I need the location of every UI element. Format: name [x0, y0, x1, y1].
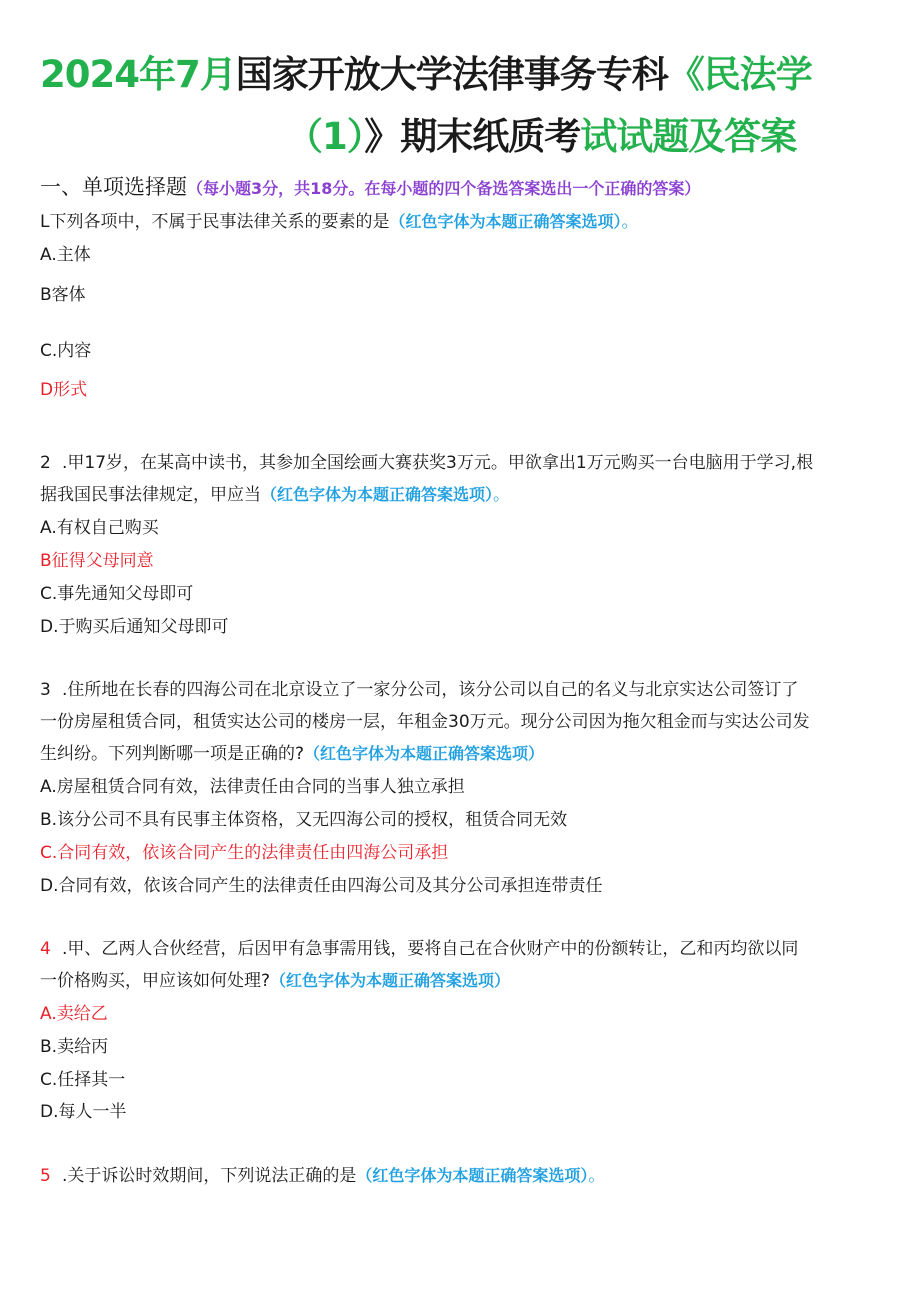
- question-3-text-2: 一份房屋租赁合同，租赁实达公司的楼房一层，年租金30万元。现分公司因为拖欠租金而与实达公司发: [40, 712, 810, 732]
- question-5-text-1: .关于诉讼时效期间，下列说法正确的是: [62, 1166, 357, 1186]
- question-4-text-2: 一价格购买，甲应该如何处理?: [40, 971, 271, 991]
- question-4-option-b: B.卖给丙: [40, 1037, 109, 1057]
- question-3-number: 3: [40, 680, 51, 700]
- question-5-line-1: [40, 1163, 605, 1189]
- question-1-option-a: A.主体: [40, 245, 91, 265]
- question-2-option-a: A.有权自己购买: [40, 518, 159, 538]
- question-1-option-c: C.内容: [40, 341, 92, 361]
- question-3-text-1: .住所地在长春的四海公司在北京设立了一家分公司，该分公司以自己的名义与北京实达公司签订了: [62, 680, 799, 700]
- question-4-option-d: D.每人一半: [40, 1102, 127, 1122]
- section-note: （每小题3分，共18分。在每小题的四个备选答案选出一个正确的答案）: [187, 179, 701, 198]
- question-1-option-d: D形式: [40, 380, 88, 400]
- question-4-hint: （红色字体为本题正确答案选项）: [270, 971, 511, 990]
- question-2-option-c: C.事先通知父母即可: [40, 584, 194, 604]
- title-part-b: 》期末纸质考: [364, 115, 581, 158]
- question-1-number: L: [40, 212, 50, 232]
- question-3-line-1: [40, 677, 798, 703]
- question-1-tail: 。: [621, 212, 639, 232]
- question-2-text-2: 据我国民事法律规定，甲应当: [40, 485, 261, 505]
- question-3-option-a: A.房屋租赁合同有效，法律责任由合同的当事人独立承担: [40, 777, 465, 797]
- question-2-option-b: B征得父母同意: [40, 551, 154, 571]
- question-3-text-3: 生纠纷。下列判断哪一项是正确的?: [40, 744, 305, 764]
- section-heading: [40, 172, 700, 204]
- question-2-line-2: [40, 482, 510, 508]
- title-year: 2024年7月: [40, 53, 236, 96]
- question-3-option-b: B.该分公司不具有民事主体资格，又无四海公司的授权，租赁合同无效: [40, 810, 568, 830]
- question-3-hint: （红色字体为本题正确答案选项）: [304, 744, 545, 763]
- question-5-hint: （红色字体为本题正确答案选项）: [356, 1166, 589, 1185]
- section-heading-text: 一、单项选择题: [40, 175, 187, 199]
- question-5-number: 5: [40, 1166, 51, 1186]
- question-2-option-d: D.于购买后通知父母即可: [40, 617, 229, 637]
- question-4-number: 4: [40, 939, 51, 959]
- question-3-line-3: [40, 741, 544, 767]
- question-4-option-a: A.卖给乙: [40, 1004, 108, 1024]
- question-1-option-b: B客体: [40, 285, 86, 305]
- question-2-text-1: .甲17岁，在某高中读书，其参加全国绘画大赛获奖3万元。甲欲拿出1万元购买一台电脑用于学习,根: [62, 453, 814, 473]
- question-2-hint: （红色字体为本题正确答案选项）: [261, 485, 494, 504]
- document-title-line1: [40, 52, 812, 98]
- question-4-option-c: C.任择其一: [40, 1070, 126, 1090]
- question-2-number: 2: [40, 453, 51, 473]
- question-1-text: 下列各项中，不属于民事法律关系的要素的是: [49, 212, 390, 232]
- document-title-line2: [286, 114, 796, 160]
- title-part-a: （1）: [286, 115, 365, 158]
- question-1-hint: （红色字体为本题正确答案选项）: [389, 212, 622, 231]
- question-1-line-1: [40, 209, 639, 235]
- question-4-line-2: [40, 968, 510, 994]
- question-3-option-d: D.合同有效，依该合同产生的法律责任由四海公司及其分公司承担连带责任: [40, 876, 603, 896]
- question-2-tail: 。: [493, 485, 511, 505]
- title-end: 《民法学: [667, 53, 812, 96]
- question-2-line-1: [40, 450, 813, 476]
- question-4-line-1: [40, 936, 798, 962]
- question-3-option-c: C.合同有效，依该合同产生的法律责任由四海公司承担: [40, 843, 449, 863]
- title-part-c: 试试题及答案: [580, 115, 797, 158]
- question-5-tail: 。: [588, 1166, 606, 1186]
- question-4-text-1: .甲、乙两人合伙经营，后因甲有急事需用钱，要将自己在合伙财产中的份额转让，乙和丙均欲以同: [62, 939, 799, 959]
- title-middle: 国家开放大学法律事务专科: [235, 53, 668, 96]
- question-3-line-2: [40, 709, 810, 735]
